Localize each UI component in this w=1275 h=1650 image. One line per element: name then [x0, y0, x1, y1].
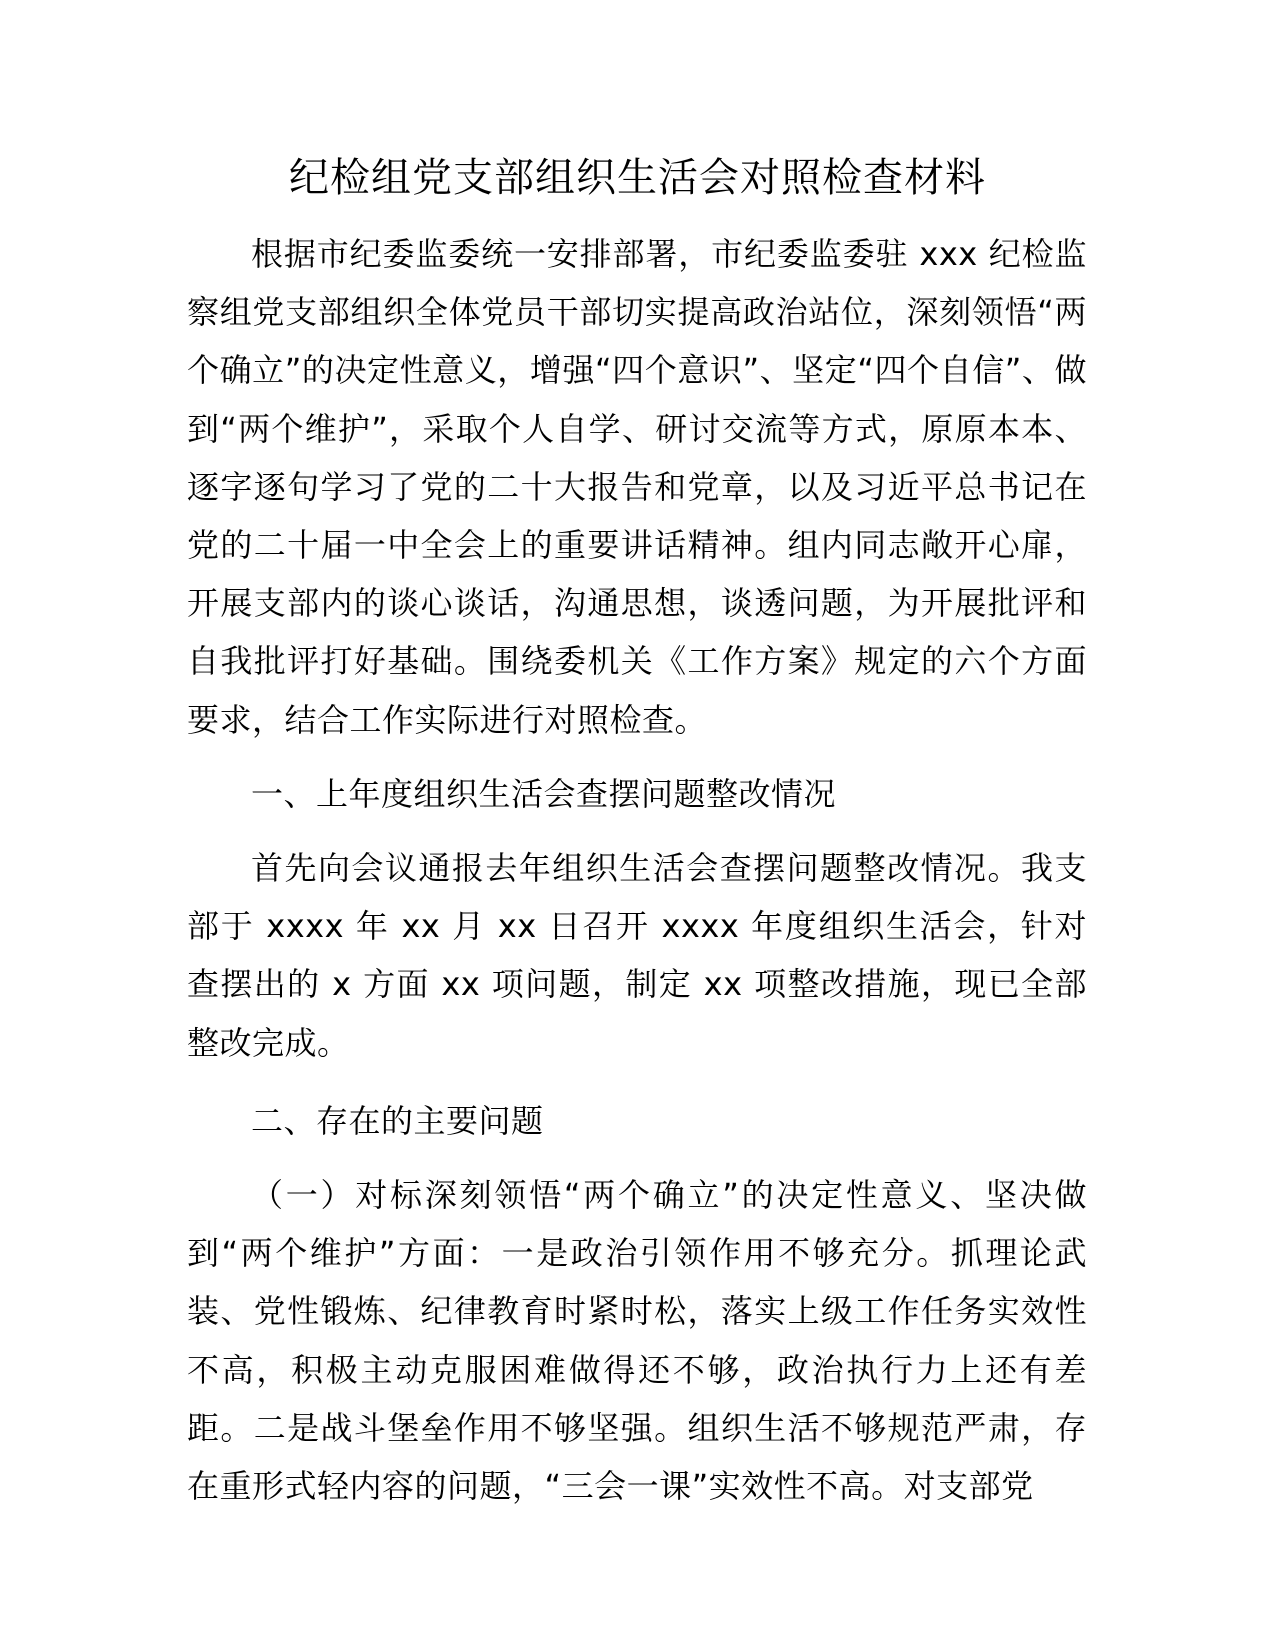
- section-1-paragraph: 首先向会议通报去年组织生活会查摆问题整改情况。我支部于 xxxx 年 xx 月 xx 日召开 xxxx 年度组织生活会，针对查摆出的 x 方面 xx 项问题，制定 xx 项整改措施，现已全部整改完成。: [187, 849, 1087, 1062]
- intro-paragraph: 根据市纪委监委统一安排部署，市纪委监委驻 xxx 纪检监察组党支部组织全体党员干部切实提高政治站位，深刻领悟“两个确立”的决定性意义，增强“四个意识”、坚定“四个自信”、做到“两个维护”，采取个人自学、研讨交流等方式，原原本本、逐字逐句学习了党的二十大报告和党章，以及习近平总书记在党的二十届一中全会上的重要讲话精神。组内同志敞开心扉，开展支部内的谈心谈话，沟通思想，谈透问题，为开展批评和自我批评打好基础。围绕委机关《工作方案》规定的六个方面要求，结合工作实际进行对照检查。: [187, 235, 1087, 739]
- section-2-paragraph: （一）对标深刻领悟“两个确立”的决定性意义、坚决做到“两个维护”方面：一是政治引领作用不够充分。抓理论武装、党性锻炼、纪律教育时紧时松，落实上级工作任务实效性不高，积极主动克服困难做得还不够，政治执行力上还有差距。二是战斗堡垒作用不够坚强。组织生活不够规范严肃，存在重形式轻内容的问题，“三会一课”实效性不高。对支部党: [187, 1176, 1087, 1506]
- document-body: [187, 225, 1087, 1515]
- section-2-heading: 二、存在的主要问题: [251, 1101, 544, 1140]
- document-title: 纪检组党支部组织生活会对照检查材料: [289, 155, 986, 201]
- section-1-heading: 一、上年度组织生活会查摆问题整改情况: [251, 774, 837, 813]
